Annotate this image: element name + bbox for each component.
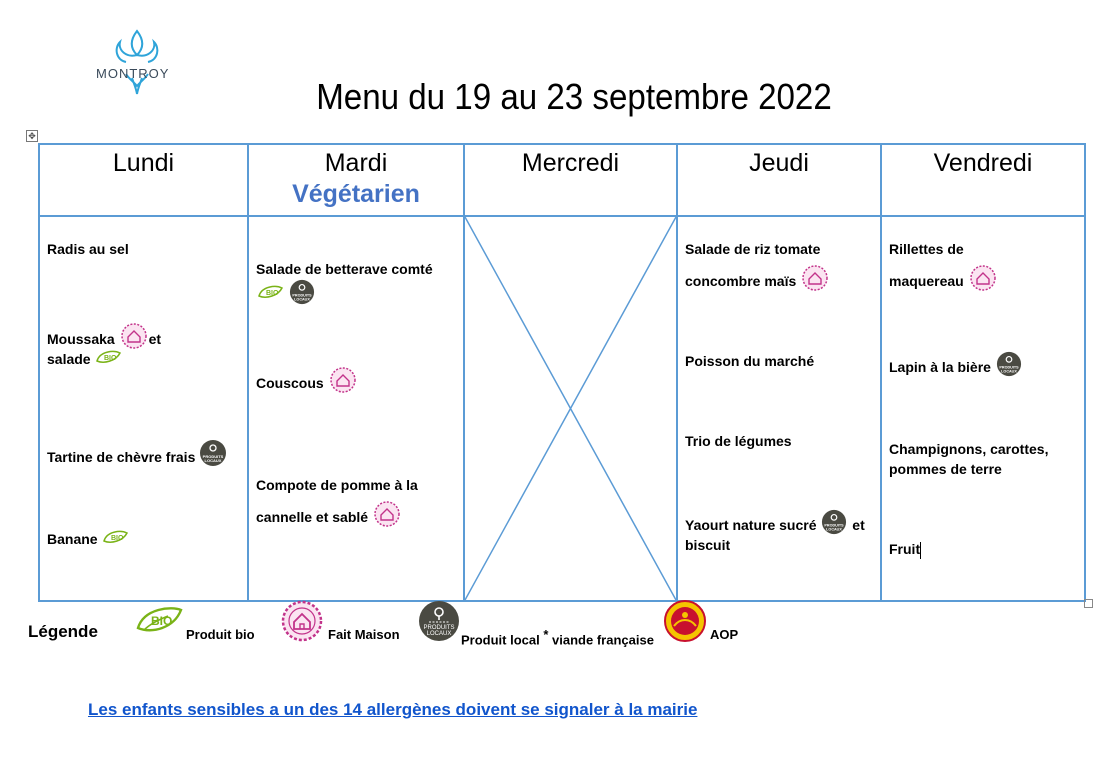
menu-item-text: Tartine de chèvre frais: [47, 449, 196, 465]
menu-item-text: biscuit: [685, 537, 731, 553]
legend-bio: Produit bio: [186, 627, 255, 642]
menu-cell-lundi: [39, 216, 248, 601]
day-header-row: [39, 144, 1085, 216]
menu-item-text: Couscous: [256, 375, 324, 391]
menu-item: [256, 475, 456, 527]
produits-locaux-icon: [288, 279, 316, 305]
vegetarien-label: Végétarien: [292, 180, 420, 208]
day-name: Vendredi: [933, 149, 1033, 177]
menu-item-text: salade: [47, 351, 91, 367]
menu-item-text: Salade de betterave comté: [256, 261, 433, 277]
svg-text:PRODUITS: PRODUITS: [423, 625, 455, 631]
day-header-mercredi: [464, 144, 677, 216]
day-name: Mardi: [324, 149, 388, 177]
fait-maison-icon: [280, 600, 324, 642]
menu-item: Poisson du marché: [685, 353, 815, 369]
page-title: Menu du 19 au 23 septembre 2022: [316, 76, 832, 117]
text-cursor: [920, 542, 921, 559]
menu-item-text: Champignons, carottes,: [889, 441, 1049, 457]
menu-item: Radis au sel: [47, 241, 129, 257]
legend-star: *: [543, 627, 549, 642]
bio-icon: [101, 529, 129, 545]
legend-local-text: Produit local: [461, 632, 540, 648]
menu-item-text: Salade de riz tomate: [685, 241, 821, 257]
svg-text:PRODUITS: PRODUITS: [999, 365, 1019, 370]
day-header-mardi: [248, 144, 464, 216]
menu-cell-vendredi: [881, 216, 1085, 601]
day-header-vendredi: [881, 144, 1085, 216]
allergen-notice-link[interactable]: Les enfants sensibles a un des 14 allergènes doivent se signaler à la mairie: [88, 700, 698, 719]
svg-text:LOCAUX: LOCAUX: [294, 297, 310, 302]
closed-day-cross: [465, 217, 676, 600]
menu-row: [39, 216, 1085, 601]
day-header-jeudi: [677, 144, 881, 216]
bio-icon: [94, 349, 122, 365]
fait-maison-icon: [119, 323, 149, 349]
svg-text:LOCAUX: LOCAUX: [204, 458, 222, 463]
bio-icon: [256, 284, 284, 300]
table-resize-handle[interactable]: [1084, 599, 1093, 608]
menu-item-text: et: [852, 517, 865, 533]
menu-item: [47, 323, 247, 369]
menu-item-text: Banane: [47, 531, 98, 547]
menu-item: [889, 239, 1084, 291]
svg-text:PRODUITS: PRODUITS: [202, 454, 224, 459]
menu-item: [256, 259, 433, 305]
table-move-handle-icon[interactable]: ✥: [26, 130, 38, 142]
menu-item-text: Rillettes de: [889, 241, 964, 257]
menu-item[interactable]: [889, 539, 921, 559]
menu-item: [256, 367, 358, 393]
legend-label: Légende: [28, 622, 98, 641]
legend-aop: AOP: [710, 627, 739, 642]
fait-maison-icon: [800, 265, 830, 291]
menu-item: [889, 439, 1084, 479]
legend-produit-local: [461, 627, 654, 647]
menu-item: [685, 239, 880, 291]
fait-maison-icon: [372, 501, 402, 527]
menu-table: [38, 143, 1086, 602]
produits-locaux-icon: [995, 351, 1023, 377]
legend-viande-text: viande française: [552, 632, 654, 648]
menu-item: [47, 439, 227, 467]
svg-text:BIO: BIO: [266, 290, 279, 297]
day-name: Mercredi: [521, 149, 620, 177]
svg-text:BIO: BIO: [151, 614, 173, 628]
menu-item-text: Compote de pomme à la: [256, 477, 418, 493]
menu-item: Trio de légumes: [685, 433, 792, 449]
logo-text: MONTROY: [96, 66, 170, 81]
day-header-lundi: [39, 144, 248, 216]
produits-locaux-icon: [199, 439, 227, 467]
legend-fait-maison: Fait Maison: [328, 627, 400, 642]
svg-text:PRODUITS: PRODUITS: [824, 523, 844, 528]
menu-item-text: Yaourt nature sucré: [685, 517, 817, 533]
menu-item-text: maquereau: [889, 273, 964, 289]
svg-text:LOCAUX: LOCAUX: [826, 527, 843, 532]
svg-text:PRODUITS: PRODUITS: [292, 293, 312, 298]
menu-item-text: Moussaka: [47, 331, 115, 347]
menu-item-text: cannelle et sablé: [256, 509, 369, 525]
svg-text:LOCAUX: LOCAUX: [1001, 369, 1017, 374]
produits-locaux-icon: [820, 509, 848, 535]
day-name: Lundi: [112, 149, 175, 177]
menu-cell-mercredi: [464, 216, 677, 601]
menu-cell-jeudi: [677, 216, 881, 601]
produits-locaux-icon: [417, 600, 461, 642]
menu-item-text: pommes de terre: [889, 461, 1002, 477]
menu-cell-mardi: [248, 216, 464, 601]
bio-icon: [134, 604, 184, 636]
menu-item-text: Fruit: [889, 541, 921, 557]
svg-text:LOCAUX: LOCAUX: [426, 631, 452, 637]
menu-item: [47, 529, 129, 549]
day-name: Jeudi: [749, 149, 809, 177]
svg-text:BIO: BIO: [111, 535, 124, 542]
menu-item-text: concombre maïs: [685, 273, 797, 289]
menu-item: [889, 351, 1023, 377]
svg-text:BIO: BIO: [104, 355, 117, 362]
menu-item-text: et: [148, 331, 162, 347]
aop-icon: [660, 600, 710, 642]
fait-maison-icon: [968, 265, 998, 291]
fait-maison-icon: [328, 367, 358, 393]
menu-item-text: Lapin à la bière: [889, 359, 991, 375]
menu-item: [685, 509, 880, 555]
